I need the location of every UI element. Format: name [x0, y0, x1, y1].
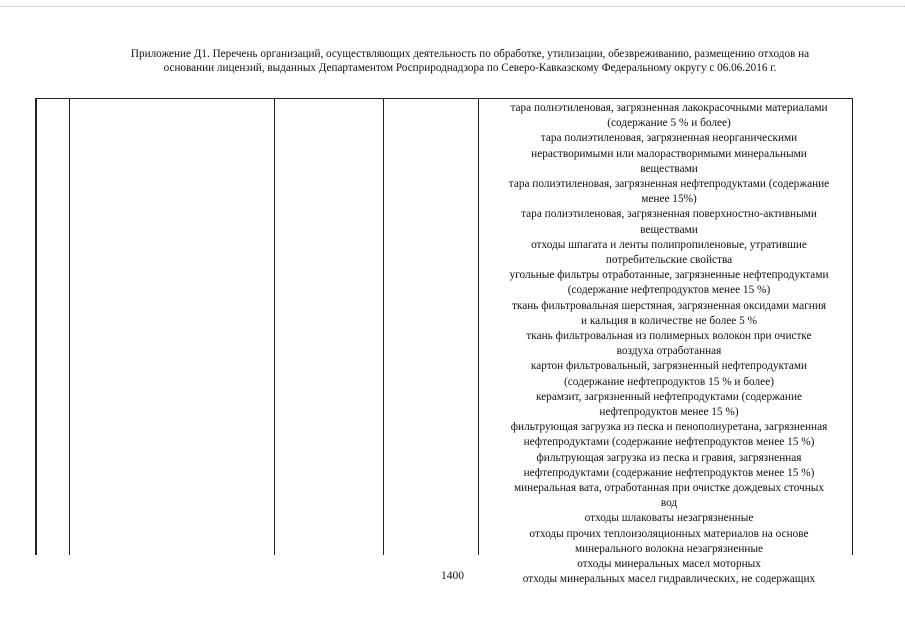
waste-line: и кальция в количестве не более 5 % — [581, 314, 757, 327]
column-divider-2 — [69, 99, 70, 555]
waste-line: тара полиэтиленовая, загрязненная поверхностно-активными — [521, 208, 817, 221]
waste-types-cell — [482, 101, 856, 588]
waste-line: воздуха отработанная — [616, 345, 722, 358]
waste-line: тара полиэтиленовая, загрязненная нефтепродуктами (содержание — [508, 178, 830, 191]
column-divider-1 — [36, 99, 37, 555]
heading-line-1: Приложение Д1. Перечень организаций, осуществляющих деятельность по обработке, утилизации, обезвреживанию, размещению отходов на — [130, 48, 810, 60]
waste-line: (содержание 5 % и более) — [607, 117, 731, 130]
column-divider-3 — [274, 99, 275, 555]
waste-line: отходы шлаковаты незагрязненные — [584, 512, 754, 525]
waste-line: фильтрующая загрузка из песка и пенополиуретана, загрязненная — [510, 421, 828, 434]
waste-line: (содержание нефтепродуктов менее 15 %) — [567, 284, 771, 297]
waste-line: веществами — [640, 223, 698, 236]
waste-line: нефтепродуктами (содержание нефтепродуктов менее 15 %) — [523, 436, 815, 449]
waste-line: отходы прочих теплоизоляционных материалов на основе — [529, 527, 809, 540]
column-divider-4 — [383, 99, 384, 555]
waste-line: минерального волокна незагрязненные — [574, 542, 764, 555]
waste-line: ткань фильтровальная шерстяная, загрязненная оксидами магния — [511, 299, 827, 312]
waste-line: минеральная вата, отработанная при очистке дождевых сточных — [513, 482, 825, 495]
waste-line: потребительские свойства — [605, 254, 733, 267]
waste-line: отходы минеральных масел гидравлических, не содержащих — [522, 573, 816, 586]
waste-line: вод — [660, 497, 678, 510]
column-divider-5 — [478, 99, 479, 555]
heading-line-2: основании лицензий, выданных Департаментом Росприроднадзора по Северо-Кавказскому Федеральному округу с 06.06.2016 г. — [163, 62, 777, 74]
waste-line: отходы шпагата и ленты полипропиленовые, утратившие — [531, 238, 807, 251]
waste-line: нефтепродуктов менее 15 %) — [599, 406, 739, 419]
document-heading — [60, 47, 880, 75]
waste-line: керамзит, загрязненный нефтепродуктами (содержание — [535, 390, 803, 403]
waste-line: нефтепродуктами (содержание нефтепродуктов менее 15 %) — [523, 466, 815, 479]
waste-line: отходы минеральных масел моторных — [577, 558, 761, 571]
waste-line: менее 15%) — [641, 193, 697, 206]
waste-line: нерастворимыми или малорастворимыми минеральными — [531, 147, 807, 160]
waste-line: тара полиэтиленовая, загрязненная неорганическими — [540, 132, 798, 145]
page-number: 1400 — [441, 570, 464, 582]
waste-line: ткань фильтровальная из полимерных волокон при очистке — [526, 330, 812, 343]
waste-line: тара полиэтиленовая, загрязненная лакокрасочными материалами — [510, 102, 828, 114]
waste-line: картон фильтровальный, загрязненный нефтепродуктами — [530, 360, 808, 373]
waste-line: фильтрующая загрузка из песка и гравия, загрязненная — [536, 451, 802, 464]
waste-line: (содержание нефтепродуктов 15 % и более) — [564, 375, 774, 388]
waste-line: веществами — [640, 162, 698, 175]
waste-line: угольные фильтры отработанные, загрязненные нефтепродуктами — [509, 269, 829, 282]
scan-artifact-line — [0, 6, 905, 10]
